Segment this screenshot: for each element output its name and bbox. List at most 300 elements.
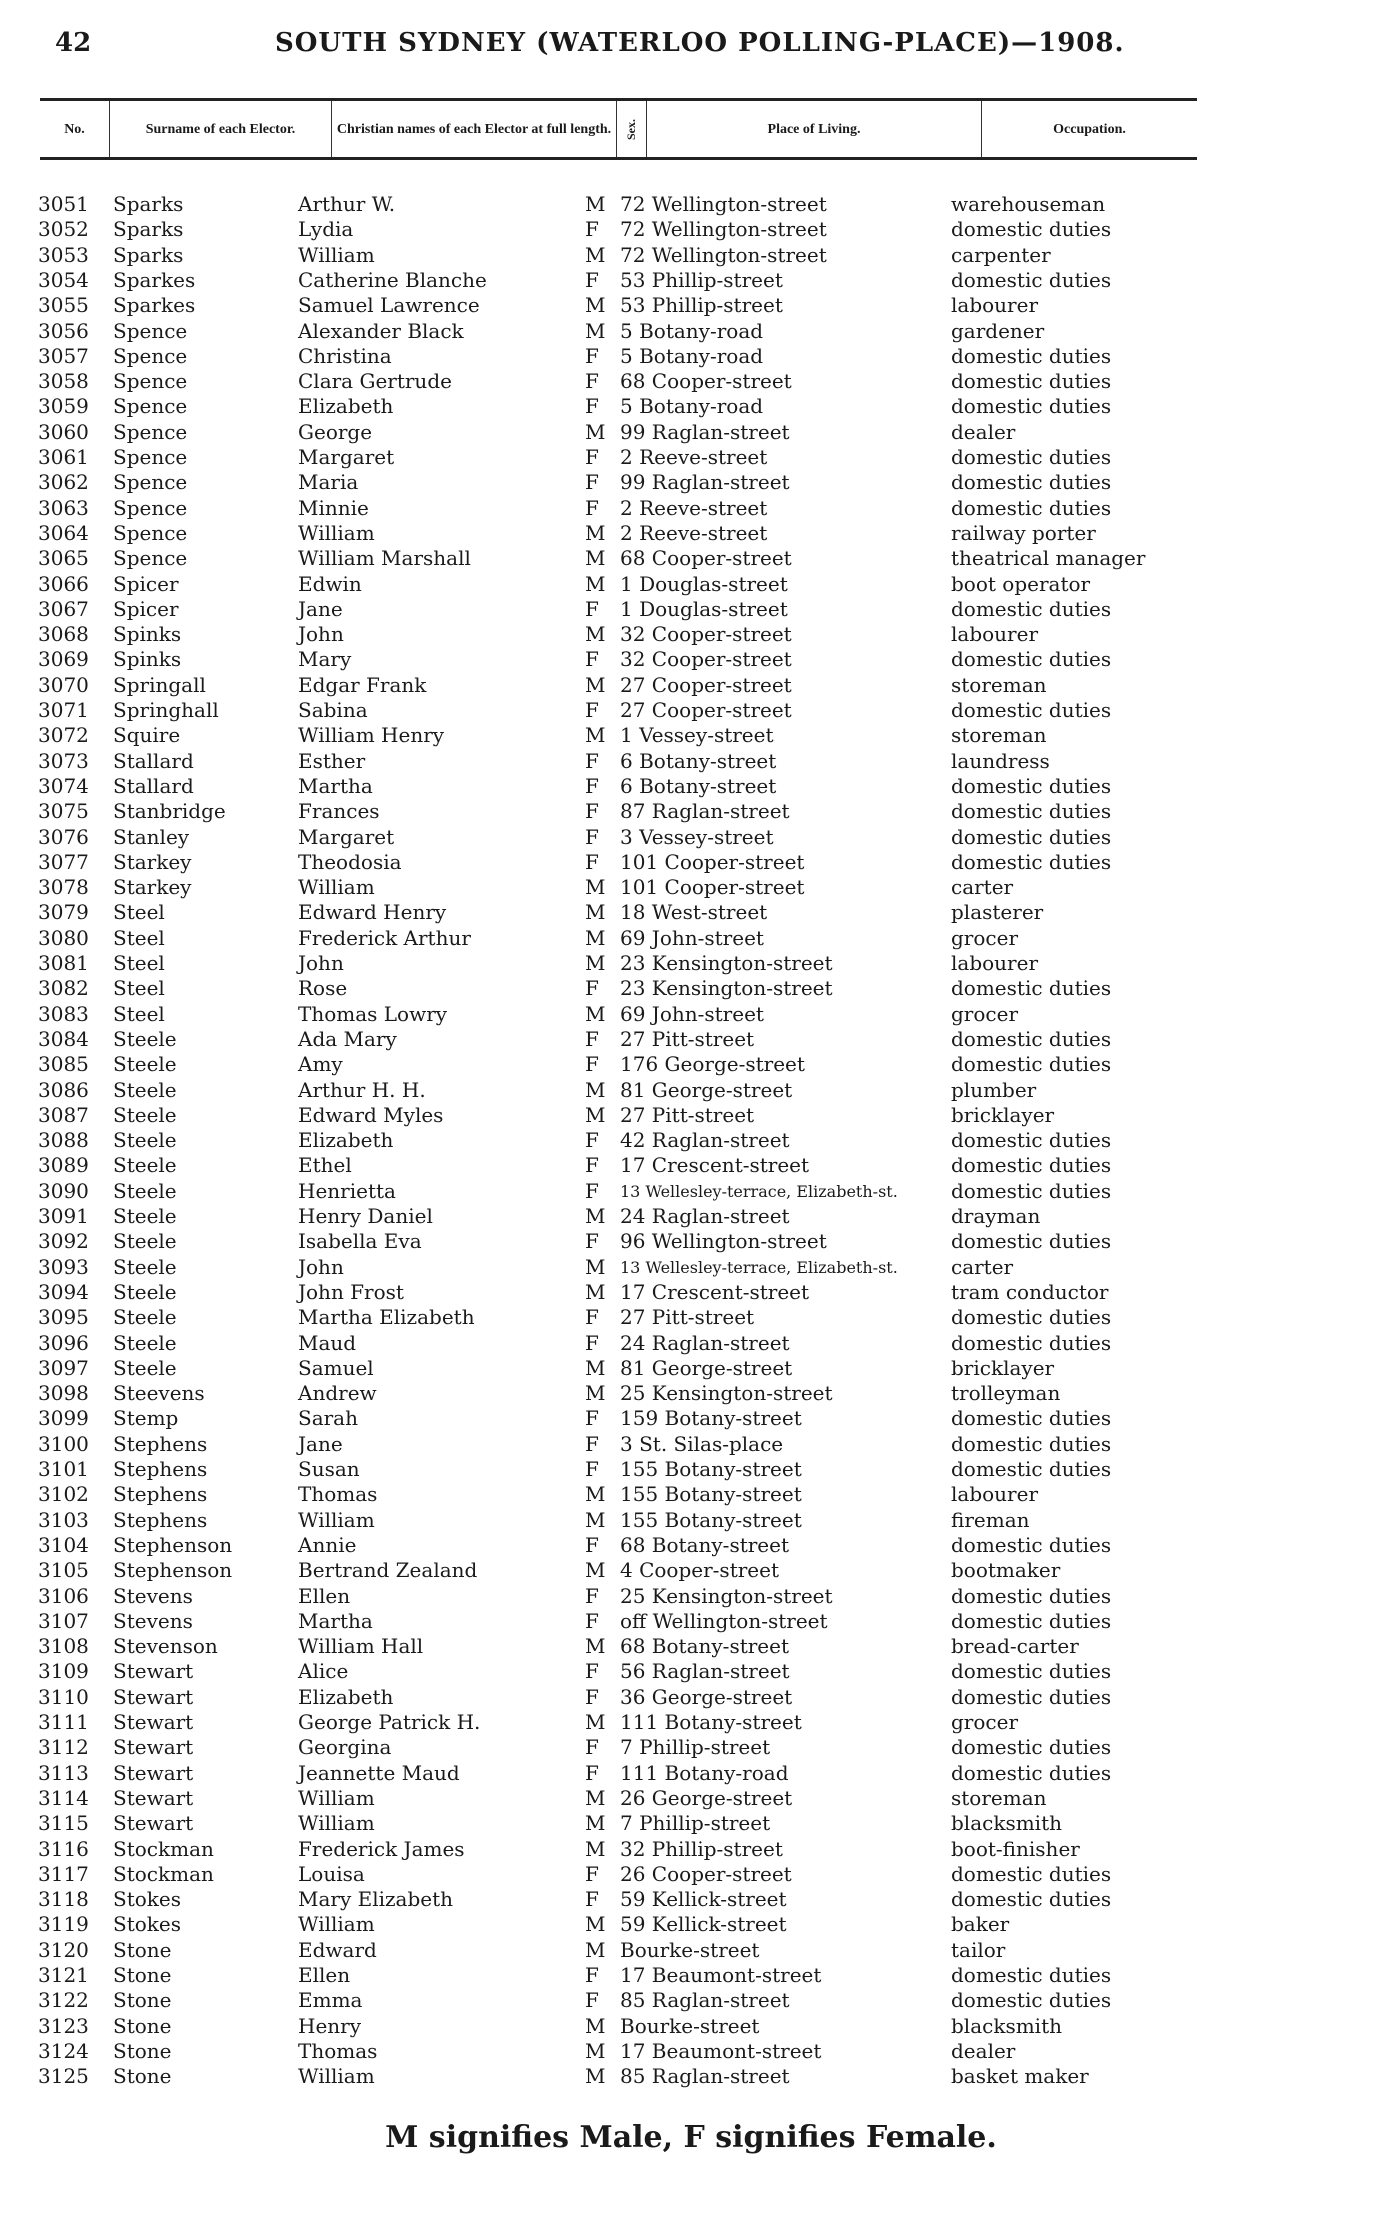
elector-christian-names: Thomas: [298, 1482, 378, 1507]
elector-place-of-living: 5 Botany-road: [620, 318, 764, 343]
elector-place-of-living: 155 Botany-street: [620, 1507, 802, 1532]
elector-occupation: domestic duties: [951, 1457, 1112, 1481]
elector-surname: Stewart: [113, 1760, 194, 1785]
elector-place-of-living: 18 West-street: [620, 900, 768, 925]
elector-place-of-living: 32 Cooper-street: [620, 622, 792, 647]
elector-place-of-living: 26 Cooper-street: [620, 1861, 792, 1886]
elector-sex: F: [585, 495, 599, 520]
table-row: [0, 192, 1382, 217]
elector-number: 3074: [38, 773, 89, 798]
elector-number: 3067: [38, 596, 89, 621]
elector-surname: Stone: [113, 2013, 172, 2038]
elector-surname: Steele: [113, 1305, 177, 1330]
elector-occupation: carter: [951, 875, 1014, 900]
elector-number: 3062: [38, 470, 89, 495]
table-row: [0, 1229, 1382, 1254]
header-occupation: Occupation.: [1053, 121, 1126, 137]
elector-surname: Steel: [113, 976, 165, 1001]
table-row: [0, 1584, 1382, 1609]
elector-place-of-living: 96 Wellington-street: [620, 1229, 827, 1254]
elector-surname: Steele: [113, 1178, 177, 1203]
elector-occupation: domestic duties: [951, 1684, 1112, 1709]
table-row: [0, 344, 1382, 369]
table-row: [0, 1811, 1382, 1836]
elector-occupation: tailor: [951, 1937, 1006, 1962]
elector-occupation: tram conductor: [951, 1279, 1109, 1304]
elector-christian-names: Samuel: [298, 1355, 374, 1380]
elector-occupation: domestic duties: [951, 1229, 1112, 1254]
table-row: [0, 1356, 1382, 1381]
elector-surname: Stewart: [113, 1811, 194, 1836]
elector-christian-names: Susan: [298, 1457, 360, 1481]
elector-place-of-living: 27 Cooper-street: [620, 698, 792, 722]
elector-christian-names: Edwin: [298, 571, 362, 596]
elector-place-of-living: 23 Kensington-street: [620, 951, 833, 975]
elector-number: 3057: [38, 343, 89, 368]
elector-christian-names: Edward Myles: [298, 1102, 444, 1127]
table-row: [0, 1710, 1382, 1735]
elector-christian-names: Elizabeth: [298, 394, 394, 419]
elector-number: 3109: [38, 1659, 89, 1684]
elector-sex: F: [585, 343, 599, 368]
elector-surname: Stewart: [113, 1659, 194, 1684]
elector-christian-names: Annie: [298, 1532, 357, 1557]
elector-occupation: grocer: [951, 925, 1019, 950]
elector-occupation: basket maker: [951, 2064, 1089, 2089]
table-row: [0, 1837, 1382, 1862]
elector-surname: Sparkes: [113, 293, 196, 318]
table-row: [0, 1255, 1382, 1280]
elector-christian-names: Amy: [298, 1052, 343, 1077]
elector-sex: M: [585, 1355, 606, 1380]
table-row: [0, 1938, 1382, 1963]
elector-surname: Spence: [113, 419, 188, 444]
elector-place-of-living: 69 John-street: [620, 925, 764, 950]
elector-christian-names: Alexander Black: [298, 318, 464, 343]
elector-number: 3064: [38, 520, 89, 545]
elector-occupation: domestic duties: [951, 799, 1112, 824]
elector-number: 3117: [38, 1861, 89, 1886]
elector-number: 3095: [38, 1305, 89, 1330]
table-row: [0, 723, 1382, 748]
elector-number: 3084: [38, 1026, 89, 1051]
header-place-of-living: Place of Living.: [647, 101, 982, 157]
elector-surname: Stephenson: [113, 1558, 233, 1583]
elector-surname: Stephens: [113, 1457, 208, 1481]
elector-christian-names: Bertrand Zealand: [298, 1558, 478, 1583]
elector-surname: Stone: [113, 1988, 172, 2013]
elector-christian-names: William: [298, 242, 375, 267]
elector-place-of-living: 13 Wellesley-terrace, Elizabeth-st.: [620, 1181, 898, 1201]
header-christian-names: Christian names of each Elector at full length.: [332, 101, 617, 157]
table-row: [0, 1533, 1382, 1558]
elector-christian-names: William: [298, 1785, 375, 1810]
elector-surname: Stevenson: [113, 1634, 218, 1659]
table-row: [0, 698, 1382, 723]
elector-surname: Sparks: [113, 192, 184, 216]
elector-sex: M: [585, 1077, 606, 1102]
elector-christian-names: Martha Elizabeth: [298, 1305, 475, 1330]
table-row: [0, 799, 1382, 824]
elector-number: 3104: [38, 1532, 89, 1557]
elector-number: 3125: [38, 2064, 89, 2089]
elector-surname: Stone: [113, 1937, 172, 1962]
elector-number: 3094: [38, 1279, 89, 1304]
elector-occupation: domestic duties: [951, 1760, 1112, 1785]
elector-surname: Spinks: [113, 647, 182, 672]
elector-sex: F: [585, 1052, 599, 1077]
elector-christian-names: Frederick James: [298, 1836, 465, 1861]
elector-number: 3075: [38, 799, 89, 824]
table-row: [0, 1103, 1382, 1128]
table-row: [0, 1381, 1382, 1406]
table-row: [0, 1027, 1382, 1052]
elector-sex: M: [585, 951, 606, 975]
elector-christian-names: William: [298, 1912, 375, 1937]
elector-christian-names: John: [298, 951, 344, 975]
elector-occupation: domestic duties: [951, 267, 1112, 292]
elector-number: 3054: [38, 267, 89, 292]
footer-note: M signifies Male, F signifies Female.: [385, 2120, 997, 2155]
elector-christian-names: John: [298, 622, 344, 647]
table-row: [0, 2014, 1382, 2039]
elector-surname: Stallard: [113, 773, 194, 798]
table-row: [0, 1052, 1382, 1077]
elector-christian-names: Jane: [298, 596, 343, 621]
elector-place-of-living: 17 Crescent-street: [620, 1153, 810, 1178]
elector-occupation: labourer: [951, 293, 1039, 318]
elector-number: 3052: [38, 217, 89, 242]
elector-place-of-living: 68 Botany-street: [620, 1634, 790, 1659]
elector-sex: F: [585, 470, 599, 495]
elector-number: 3063: [38, 495, 89, 520]
elector-number: 3088: [38, 1128, 89, 1153]
elector-occupation: domestic duties: [951, 1963, 1112, 1987]
elector-number: 3066: [38, 571, 89, 596]
elector-sex: F: [585, 773, 599, 798]
elector-number: 3080: [38, 925, 89, 950]
elector-christian-names: Martha: [298, 773, 373, 798]
elector-place-of-living: 26 George-street: [620, 1785, 793, 1810]
elector-sex: F: [585, 824, 599, 849]
elector-place-of-living: 81 George-street: [620, 1077, 793, 1102]
elector-occupation: carpenter: [951, 242, 1051, 267]
elector-christian-names: Arthur H. H.: [298, 1077, 426, 1102]
elector-occupation: domestic duties: [951, 1153, 1112, 1178]
elector-occupation: domestic duties: [951, 343, 1112, 368]
elector-surname: Stephens: [113, 1482, 208, 1507]
elector-number: 3081: [38, 951, 89, 975]
elector-surname: Stewart: [113, 1710, 194, 1734]
elector-occupation: labourer: [951, 1482, 1039, 1507]
elector-surname: Spicer: [113, 571, 179, 596]
elector-sex: M: [585, 2013, 606, 2038]
elector-sex: M: [585, 1381, 606, 1406]
elector-surname: Stanbridge: [113, 799, 226, 824]
elector-place-of-living: 56 Raglan-street: [620, 1659, 790, 1684]
table-row: [0, 1988, 1382, 2013]
elector-number: 3099: [38, 1406, 89, 1431]
elector-christian-names: Andrew: [298, 1381, 377, 1406]
elector-surname: Stevens: [113, 1608, 193, 1633]
elector-sex: M: [585, 900, 606, 925]
elector-number: 3108: [38, 1634, 89, 1659]
elector-surname: Stockman: [113, 1836, 214, 1861]
table-row: [0, 1659, 1382, 1684]
elector-sex: F: [585, 1735, 599, 1760]
elector-place-of-living: 4 Cooper-street: [620, 1558, 779, 1583]
elector-place-of-living: 7 Phillip-street: [620, 1735, 771, 1760]
elector-christian-names: Lydia: [298, 217, 354, 242]
elector-occupation: labourer: [951, 951, 1039, 975]
elector-sex: M: [585, 1102, 606, 1127]
column-header-row: [40, 98, 1197, 160]
table-row: [0, 1887, 1382, 1912]
elector-place-of-living: 7 Phillip-street: [620, 1811, 771, 1836]
elector-occupation: domestic duties: [951, 470, 1112, 495]
table-row: [0, 673, 1382, 698]
elector-sex: F: [585, 976, 599, 1001]
table-row: [0, 1331, 1382, 1356]
elector-sex: M: [585, 1912, 606, 1937]
elector-surname: Steele: [113, 1153, 177, 1178]
elector-sex: M: [585, 2038, 606, 2063]
elector-christian-names: Margaret: [298, 824, 395, 849]
elector-surname: Stemp: [113, 1406, 179, 1431]
elector-sex: M: [585, 318, 606, 343]
table-row: [0, 825, 1382, 850]
elector-number: 3058: [38, 369, 89, 394]
table-row: [0, 1786, 1382, 1811]
elector-occupation: fireman: [951, 1507, 1030, 1532]
elector-place-of-living: 27 Pitt-street: [620, 1305, 755, 1330]
elector-sex: F: [585, 1330, 599, 1355]
elector-number: 3098: [38, 1381, 89, 1406]
elector-sex: M: [585, 1507, 606, 1532]
elector-place-of-living: 23 Kensington-street: [620, 976, 833, 1001]
table-row: [0, 774, 1382, 799]
elector-christian-names: Catherine Blanche: [298, 267, 487, 292]
elector-occupation: domestic duties: [951, 1861, 1112, 1886]
elector-sex: M: [585, 293, 606, 318]
elector-place-of-living: 111 Botany-street: [620, 1710, 802, 1734]
elector-occupation: grocer: [951, 1001, 1019, 1026]
elector-sex: F: [585, 445, 599, 469]
elector-number: 3082: [38, 976, 89, 1001]
elector-number: 3106: [38, 1583, 89, 1608]
elector-number: 3076: [38, 824, 89, 849]
elector-surname: Stone: [113, 1963, 172, 1987]
elector-sex: F: [585, 1583, 599, 1608]
elector-surname: Stewart: [113, 1785, 194, 1810]
elector-christian-names: John Frost: [298, 1279, 404, 1304]
elector-sex: M: [585, 1937, 606, 1962]
elector-place-of-living: 176 George-street: [620, 1052, 805, 1077]
elector-christian-names: Mary: [298, 647, 352, 672]
elector-christian-names: Elizabeth: [298, 1684, 394, 1709]
elector-christian-names: Edgar Frank: [298, 672, 427, 697]
table-row: [0, 1508, 1382, 1533]
elector-sex: M: [585, 1001, 606, 1026]
elector-number: 3123: [38, 2013, 89, 2038]
elector-place-of-living: 42 Raglan-street: [620, 1128, 790, 1153]
elector-christian-names: Edward Henry: [298, 900, 447, 925]
elector-number: 3070: [38, 672, 89, 697]
elector-sex: F: [585, 799, 599, 824]
table-row: [0, 850, 1382, 875]
elector-sex: F: [585, 1532, 599, 1557]
elector-christian-names: Minnie: [298, 495, 369, 520]
elector-occupation: railway porter: [951, 520, 1096, 545]
elector-number: 3060: [38, 419, 89, 444]
table-row: [0, 2064, 1382, 2089]
elector-place-of-living: 2 Reeve-street: [620, 520, 768, 545]
elector-occupation: storeman: [951, 723, 1047, 748]
elector-christian-names: William Henry: [298, 723, 445, 748]
elector-number: 3112: [38, 1735, 89, 1760]
elector-occupation: bricklayer: [951, 1102, 1055, 1127]
header-surname: Surname of each Elector.: [110, 101, 332, 157]
elector-sex: F: [585, 394, 599, 419]
elector-number: 3068: [38, 622, 89, 647]
elector-sex: F: [585, 267, 599, 292]
elector-number: 3116: [38, 1836, 89, 1861]
elector-christian-names: Sabina: [298, 698, 368, 722]
elector-number: 3053: [38, 242, 89, 267]
elector-christian-names: John: [298, 1254, 344, 1279]
elector-place-of-living: 2 Reeve-street: [620, 495, 768, 520]
elector-occupation: bricklayer: [951, 1355, 1055, 1380]
elector-place-of-living: 87 Raglan-street: [620, 799, 790, 824]
elector-occupation: blacksmith: [951, 1811, 1062, 1836]
elector-surname: Spence: [113, 343, 188, 368]
elector-occupation: domestic duties: [951, 773, 1112, 798]
elector-surname: Spence: [113, 520, 188, 545]
elector-number: 3055: [38, 293, 89, 318]
elector-place-of-living: 85 Raglan-street: [620, 2064, 790, 2089]
elector-place-of-living: 27 Pitt-street: [620, 1102, 755, 1127]
elector-number: 3071: [38, 698, 89, 722]
elector-surname: Steele: [113, 1355, 177, 1380]
elector-christian-names: George: [298, 419, 373, 444]
table-row: [0, 1634, 1382, 1659]
elector-number: 3096: [38, 1330, 89, 1355]
elector-christian-names: William: [298, 1811, 375, 1836]
table-row: [0, 1609, 1382, 1634]
elector-christian-names: Frederick Arthur: [298, 925, 471, 950]
elector-surname: Steele: [113, 1026, 177, 1051]
elector-surname: Steele: [113, 1330, 177, 1355]
elector-sex: M: [585, 192, 606, 216]
elector-occupation: domestic duties: [951, 1608, 1112, 1633]
elector-occupation: domestic duties: [951, 1735, 1112, 1760]
elector-occupation: boot-finisher: [951, 1836, 1080, 1861]
elector-place-of-living: 81 George-street: [620, 1355, 793, 1380]
elector-place-of-living: 72 Wellington-street: [620, 242, 827, 267]
elector-number: 3107: [38, 1608, 89, 1633]
elector-occupation: trolleyman: [951, 1381, 1061, 1406]
elector-christian-names: Esther: [298, 748, 366, 773]
elector-sex: F: [585, 1457, 599, 1481]
elector-place-of-living: 32 Cooper-street: [620, 647, 792, 672]
elector-place-of-living: 25 Kensington-street: [620, 1583, 833, 1608]
elector-surname: Stewart: [113, 1684, 194, 1709]
elector-surname: Squire: [113, 723, 181, 748]
elector-surname: Spence: [113, 470, 188, 495]
elector-number: 3122: [38, 1988, 89, 2013]
elector-sex: M: [585, 242, 606, 267]
elector-place-of-living: 68 Cooper-street: [620, 546, 792, 571]
elector-number: 3090: [38, 1178, 89, 1203]
elector-place-of-living: 68 Cooper-street: [620, 369, 792, 394]
elector-occupation: bread-carter: [951, 1634, 1079, 1659]
elector-christian-names: Maud: [298, 1330, 357, 1355]
elector-occupation: domestic duties: [951, 1052, 1112, 1077]
elector-place-of-living: 155 Botany-street: [620, 1482, 802, 1507]
elector-place-of-living: 27 Cooper-street: [620, 672, 792, 697]
table-row: [0, 926, 1382, 951]
elector-surname: Spence: [113, 495, 188, 520]
elector-number: 3110: [38, 1684, 89, 1709]
table-row: [0, 647, 1382, 672]
elector-sex: M: [585, 622, 606, 647]
elector-sex: M: [585, 672, 606, 697]
running-title: SOUTH SYDNEY (WATERLOO POLLING-PLACE)—1908.: [275, 28, 1125, 58]
elector-place-of-living: 72 Wellington-street: [620, 192, 827, 216]
elector-surname: Spinks: [113, 622, 182, 647]
elector-occupation: domestic duties: [951, 1178, 1112, 1203]
elector-sex: M: [585, 1204, 606, 1228]
elector-sex: M: [585, 546, 606, 571]
elector-occupation: domestic duties: [951, 1887, 1112, 1912]
elector-sex: M: [585, 571, 606, 596]
elector-sex: F: [585, 1229, 599, 1254]
elector-surname: Spence: [113, 369, 188, 394]
elector-place-of-living: 85 Raglan-street: [620, 1988, 790, 2013]
elector-christian-names: Sarah: [298, 1406, 358, 1431]
elector-surname: Steel: [113, 925, 165, 950]
elector-place-of-living: 2 Reeve-street: [620, 445, 768, 469]
elector-occupation: domestic duties: [951, 698, 1112, 722]
elector-christian-names: Thomas Lowry: [298, 1001, 448, 1026]
elector-christian-names: Clara Gertrude: [298, 369, 452, 394]
header-no: No.: [40, 101, 110, 157]
elector-surname: Steevens: [113, 1381, 205, 1406]
elector-christian-names: Georgina: [298, 1735, 392, 1760]
elector-occupation: carter: [951, 1254, 1014, 1279]
elector-occupation: domestic duties: [951, 1532, 1112, 1557]
elector-occupation: domestic duties: [951, 596, 1112, 621]
elector-place-of-living: 24 Raglan-street: [620, 1204, 790, 1228]
elector-sex: M: [585, 875, 606, 900]
elector-sex: M: [585, 1634, 606, 1659]
elector-sex: F: [585, 1128, 599, 1153]
elector-occupation: drayman: [951, 1204, 1041, 1228]
elector-place-of-living: 17 Beaumont-street: [620, 2038, 822, 2063]
elector-place-of-living: 5 Botany-road: [620, 394, 764, 419]
elector-number: 3092: [38, 1229, 89, 1254]
elector-sex: F: [585, 698, 599, 722]
elector-surname: Spence: [113, 318, 188, 343]
elector-number: 3101: [38, 1457, 89, 1481]
table-row: [0, 369, 1382, 394]
elector-occupation: domestic duties: [951, 849, 1112, 874]
elector-sex: F: [585, 748, 599, 773]
elector-place-of-living: 99 Raglan-street: [620, 419, 790, 444]
elector-christian-names: Samuel Lawrence: [298, 293, 480, 318]
table-row: [0, 1002, 1382, 1027]
elector-place-of-living: 155 Botany-street: [620, 1457, 802, 1481]
